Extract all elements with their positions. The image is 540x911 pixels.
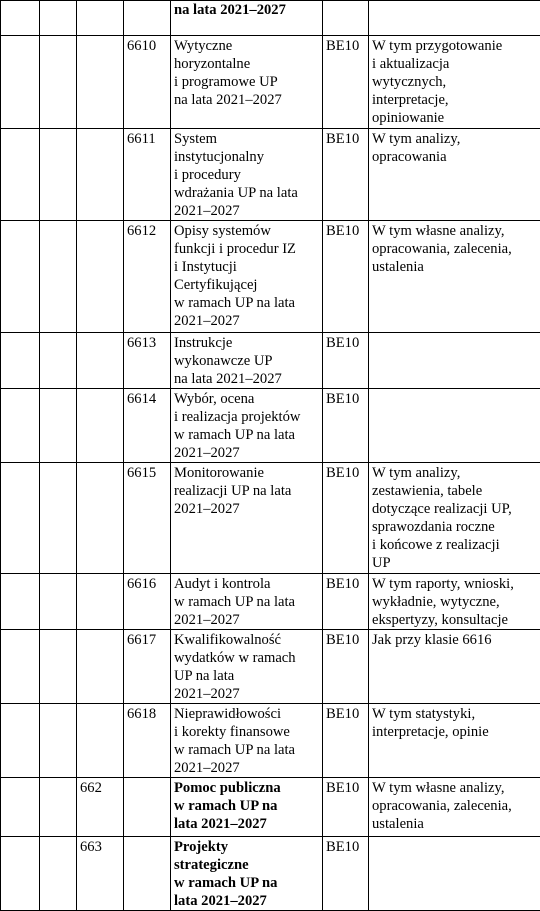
class-title-line: 2021–2027	[174, 611, 321, 629]
class-level-1	[1, 389, 40, 463]
class-notes-line: ustalenia	[372, 258, 539, 276]
class-notes	[369, 704, 540, 778]
table-row	[1, 333, 540, 389]
class-symbol-4: 6618	[124, 704, 171, 778]
class-level-2	[40, 630, 77, 704]
table-row	[1, 837, 540, 911]
class-title-line: i realizacja projektów	[174, 408, 321, 426]
class-symbol-3	[77, 630, 124, 704]
class-title-line: System	[174, 130, 321, 148]
class-title	[171, 36, 323, 129]
class-level-2	[40, 333, 77, 389]
archive-category: BE10	[323, 129, 369, 221]
class-title-line: lata 2021–2027	[174, 815, 321, 833]
class-title-line: wdrażania UP na lata	[174, 184, 321, 202]
class-title-line: na lata 2021–2027	[174, 91, 321, 109]
class-title-line: 2021–2027	[174, 759, 321, 777]
class-symbol-3	[77, 704, 124, 778]
class-title-line: Audyt i kontrola	[174, 575, 321, 593]
class-symbol-4	[124, 778, 171, 837]
table-row	[1, 574, 540, 630]
class-notes	[369, 630, 540, 704]
class-notes	[369, 389, 540, 463]
archive-category: BE10	[323, 463, 369, 574]
class-title-line: Pomoc publiczna	[174, 779, 321, 797]
class-notes	[369, 463, 540, 574]
class-level-1	[1, 221, 40, 333]
class-title-line: Opisy systemów	[174, 222, 321, 240]
class-notes	[369, 778, 540, 837]
class-title	[171, 704, 323, 778]
class-notes	[369, 333, 540, 389]
archive-category: BE10	[323, 704, 369, 778]
class-notes-line: zestawienia, tabele	[372, 482, 539, 500]
class-title-line: 2021–2027	[174, 444, 321, 462]
class-notes-line: ustalenia	[372, 815, 539, 833]
class-notes-line: Jak przy klasie 6616	[372, 631, 539, 649]
class-notes-line: interpretacje,	[372, 91, 539, 109]
class-title	[171, 129, 323, 221]
class-symbol-3	[77, 574, 124, 630]
class-symbol-4: 6617	[124, 630, 171, 704]
archive-category: BE10	[323, 221, 369, 333]
class-level-1	[1, 463, 40, 574]
class-title-line: w ramach UP na lata	[174, 294, 321, 312]
class-notes-line: W tym własne analizy,	[372, 222, 539, 240]
class-level-2	[40, 1, 77, 36]
archive-category: BE10	[323, 837, 369, 911]
class-level-2	[40, 221, 77, 333]
archive-category: BE10	[323, 630, 369, 704]
class-level-2	[40, 778, 77, 837]
class-title-line: Wytyczne	[174, 37, 321, 55]
class-title	[171, 574, 323, 630]
class-title-line: UP na lata	[174, 667, 321, 685]
class-notes-line: i końcowe z realizacji	[372, 536, 539, 554]
class-title	[171, 837, 323, 911]
class-title-line: Nieprawidłowości	[174, 705, 321, 723]
class-title-line: Kwalifikowalność	[174, 631, 321, 649]
archive-category: BE10	[323, 333, 369, 389]
class-notes	[369, 1, 540, 36]
class-symbol-4: 6614	[124, 389, 171, 463]
class-level-2	[40, 36, 77, 129]
archive-category	[323, 1, 369, 36]
class-title-line: i korekty finansowe	[174, 723, 321, 741]
class-title-line: strategiczne	[174, 856, 321, 874]
class-title-line: i Instytucji	[174, 258, 321, 276]
class-title-line: 2021–2027	[174, 685, 321, 703]
class-level-2	[40, 574, 77, 630]
class-symbol-4: 6613	[124, 333, 171, 389]
class-notes	[369, 574, 540, 630]
class-notes-line: opracowania, zalecenia,	[372, 240, 539, 258]
class-symbol-4: 6612	[124, 221, 171, 333]
class-symbol-3	[77, 221, 124, 333]
class-symbol-4: 6616	[124, 574, 171, 630]
class-notes-line: opiniowanie	[372, 109, 539, 127]
class-title-line: i programowe UP	[174, 73, 321, 91]
class-symbol-4: 6610	[124, 36, 171, 129]
class-symbol-3	[77, 333, 124, 389]
class-symbol-3	[77, 129, 124, 221]
class-level-1	[1, 333, 40, 389]
table-row	[1, 630, 540, 704]
table-row	[1, 704, 540, 778]
class-level-2	[40, 463, 77, 574]
archive-category: BE10	[323, 36, 369, 129]
class-notes-line: UP	[372, 554, 539, 572]
class-title-line: Certyfikującej	[174, 276, 321, 294]
class-notes-line: W tym analizy,	[372, 464, 539, 482]
class-notes-line: opracowania, zalecenia,	[372, 797, 539, 815]
class-title-line: lata 2021–2027	[174, 892, 321, 910]
class-title-line: Wybór, ocena	[174, 390, 321, 408]
class-title-line: w ramach UP na	[174, 797, 321, 815]
class-notes-line: W tym analizy,	[372, 130, 539, 148]
class-level-2	[40, 837, 77, 911]
class-title	[171, 389, 323, 463]
class-title-line: i procedury	[174, 166, 321, 184]
class-title-line: realizacji UP na lata	[174, 482, 321, 500]
class-title	[171, 630, 323, 704]
class-title-line: horyzontalne	[174, 55, 321, 73]
class-title-line: funkcji i procedur IZ	[174, 240, 321, 258]
class-level-1	[1, 778, 40, 837]
class-title-line: wykonawcze UP	[174, 352, 321, 370]
table-row	[1, 221, 540, 333]
class-notes	[369, 837, 540, 911]
class-title-line: na lata 2021–2027	[174, 370, 321, 388]
class-symbol-3	[77, 36, 124, 129]
class-notes-line: wykładnie, wytyczne,	[372, 593, 539, 611]
class-title-line: Instrukcje	[174, 334, 321, 352]
class-title-line: w ramach UP na lata	[174, 426, 321, 444]
class-notes-line: W tym statystyki,	[372, 705, 539, 723]
class-notes-line: dotyczące realizacji UP,	[372, 500, 539, 518]
class-notes-line: ekspertyzy, konsultacje	[372, 611, 539, 629]
class-title-line: 2021–2027	[174, 500, 321, 518]
class-symbol-3	[77, 389, 124, 463]
class-level-1	[1, 574, 40, 630]
class-title	[171, 221, 323, 333]
class-level-1	[1, 837, 40, 911]
class-level-1	[1, 630, 40, 704]
class-notes-line: interpretacje, opinie	[372, 723, 539, 741]
class-level-2	[40, 389, 77, 463]
class-title	[171, 463, 323, 574]
class-notes-line: sprawozdania roczne	[372, 518, 539, 536]
class-level-2	[40, 704, 77, 778]
class-title-line: w ramach UP na lata	[174, 741, 321, 759]
class-symbol-3: 662	[77, 778, 124, 837]
table-row	[1, 1, 540, 36]
class-level-1	[1, 129, 40, 221]
class-title-line: instytucjonalny	[174, 148, 321, 166]
class-notes-line: opracowania	[372, 148, 539, 166]
class-level-1	[1, 704, 40, 778]
class-level-2	[40, 129, 77, 221]
table-row	[1, 129, 540, 221]
class-notes-line: W tym raporty, wnioski,	[372, 575, 539, 593]
class-title-line: 2021–2027	[174, 312, 321, 330]
class-title-line: w ramach UP na	[174, 874, 321, 892]
class-notes-line: W tym przygotowanie	[372, 37, 539, 55]
archive-category: BE10	[323, 389, 369, 463]
class-symbol-4: 6615	[124, 463, 171, 574]
class-title-line: 2021–2027	[174, 202, 321, 220]
class-symbol-4: 6611	[124, 129, 171, 221]
class-notes	[369, 36, 540, 129]
archive-category: BE10	[323, 778, 369, 837]
class-notes	[369, 221, 540, 333]
table-row	[1, 463, 540, 574]
table-row	[1, 778, 540, 837]
class-title	[171, 333, 323, 389]
class-notes-line: W tym własne analizy,	[372, 779, 539, 797]
class-symbol-3	[77, 1, 124, 36]
class-title-line: na lata 2021–2027	[174, 1, 321, 19]
class-title-line: Projekty	[174, 838, 321, 856]
class-symbol-4	[124, 837, 171, 911]
class-level-1	[1, 1, 40, 36]
class-title-line: w ramach UP na lata	[174, 593, 321, 611]
table-row	[1, 389, 540, 463]
class-notes	[369, 129, 540, 221]
table-row	[1, 36, 540, 129]
class-title-line: Monitorowanie	[174, 464, 321, 482]
class-notes-line: i aktualizacja	[372, 55, 539, 73]
class-title-line: wydatków w ramach	[174, 649, 321, 667]
class-notes-line: wytycznych,	[372, 73, 539, 91]
class-symbol-4	[124, 1, 171, 36]
class-symbol-3	[77, 463, 124, 574]
class-title	[171, 778, 323, 837]
class-symbol-3: 663	[77, 837, 124, 911]
archive-category: BE10	[323, 574, 369, 630]
class-title	[171, 1, 323, 36]
class-level-1	[1, 36, 40, 129]
